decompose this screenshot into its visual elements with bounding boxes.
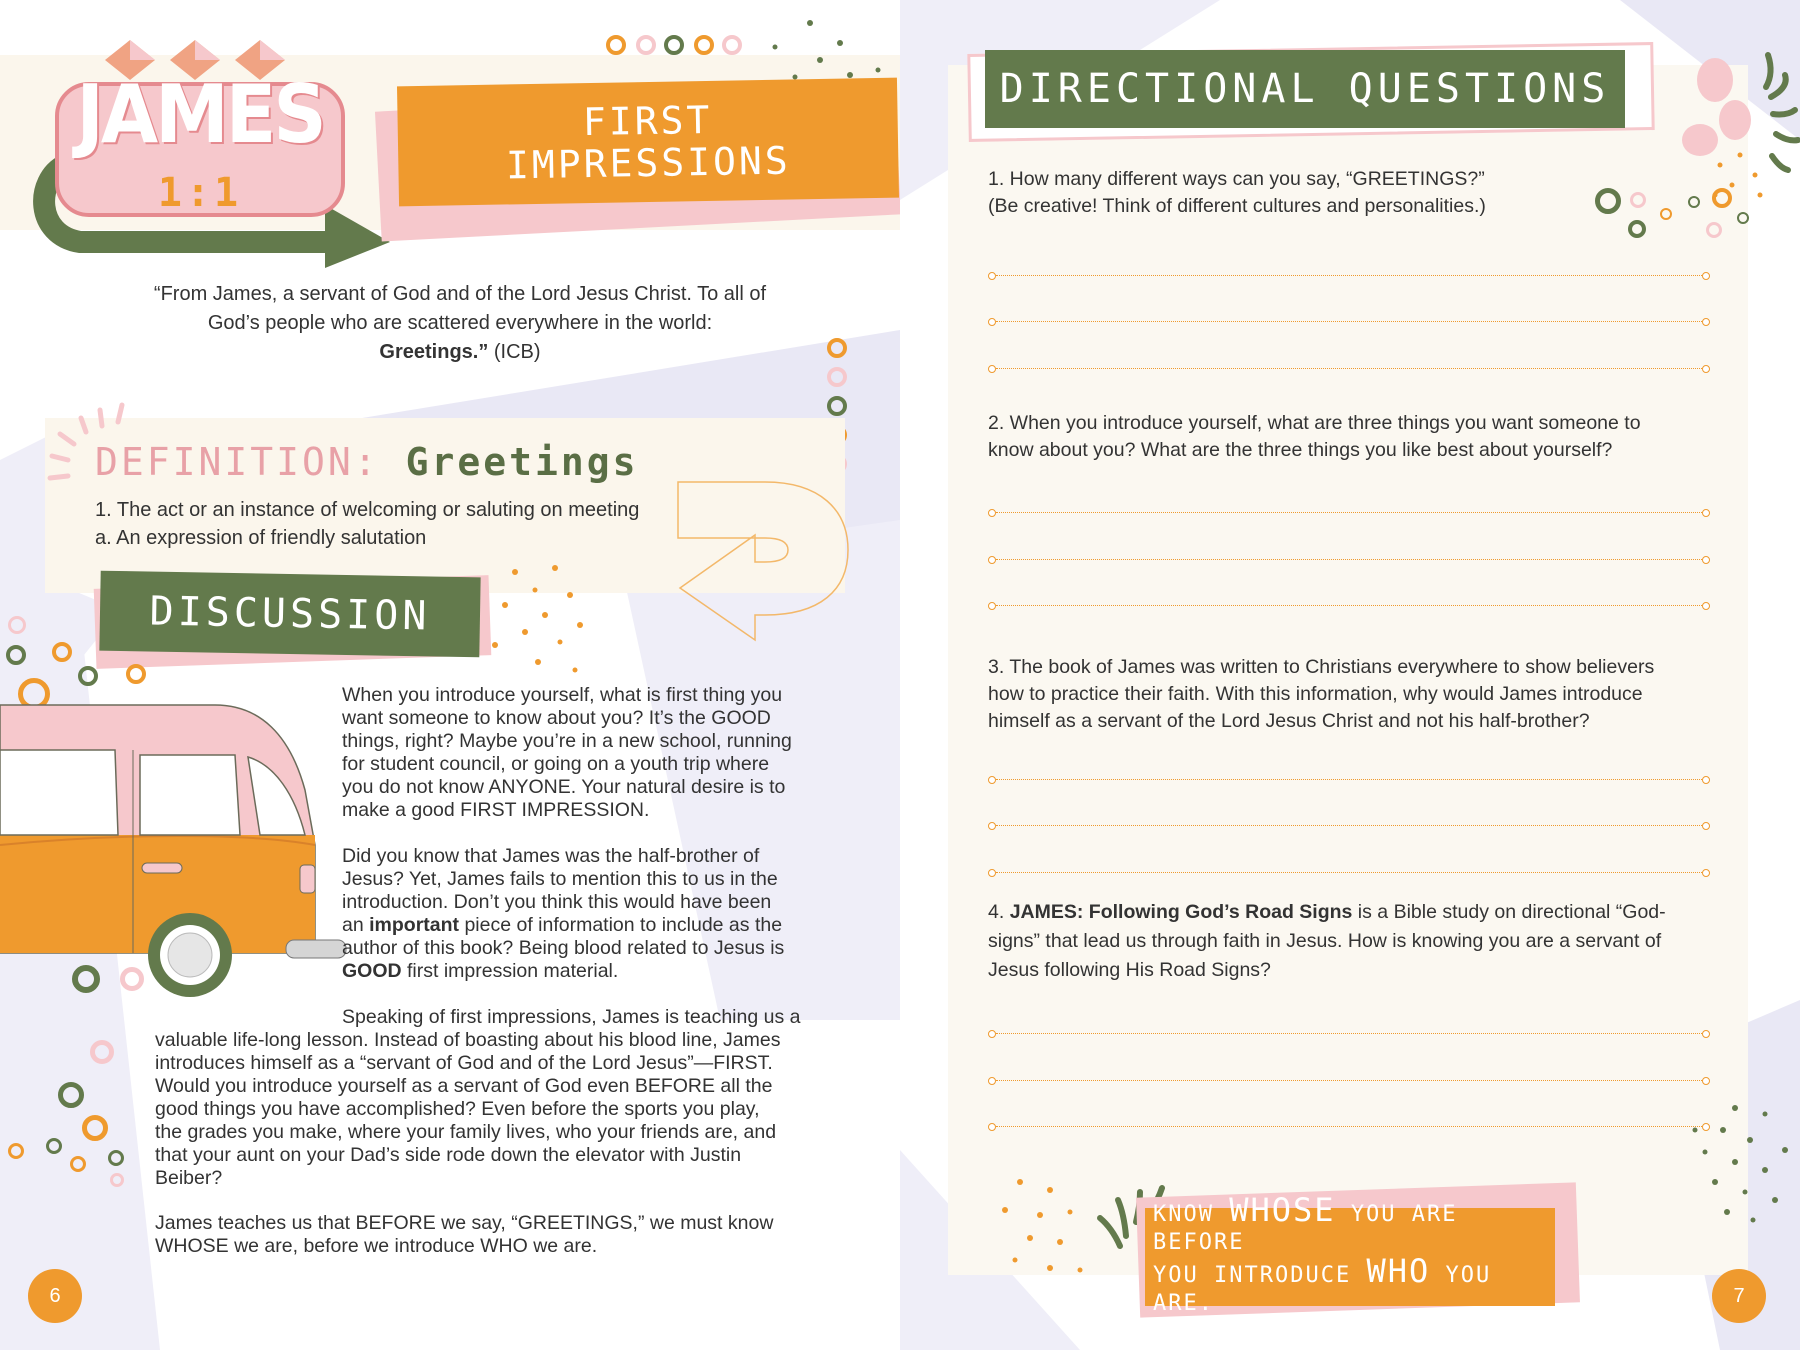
question-line: himself as a servant of the Lord Jesus Christ and not his half-brother? <box>988 710 1590 732</box>
paragraph-line: introduction. Don’t you think this would have been <box>342 891 772 913</box>
discussion-paragraph-4 <box>155 1212 855 1258</box>
verse-citation: (ICB) <box>488 341 541 363</box>
text-span: piece of information to include as the <box>459 914 783 936</box>
know-whose-callout <box>1145 1191 1555 1316</box>
question-line: Jesus following His Road Signs? <box>988 959 1271 981</box>
answer-line[interactable] <box>996 825 1702 826</box>
ring-decoration-icon <box>90 1040 114 1064</box>
definition-line-1: 1. The act or an instance of welcoming or saluting on meeting <box>95 499 640 521</box>
ring-decoration-icon <box>70 1156 86 1172</box>
definition-line-2: a. An expression of friendly salutation <box>95 527 427 549</box>
definition-text <box>95 496 639 552</box>
discussion-paragraph-1 <box>342 684 842 822</box>
ring-decoration-icon <box>1628 220 1646 238</box>
paragraph-line: make a good FIRST IMPRESSION. <box>342 799 650 821</box>
discussion-paragraph-3 <box>155 1006 855 1190</box>
paragraph-line: author of this book? Being blood related to Jesus is <box>342 937 785 959</box>
ring-decoration-icon <box>1712 188 1732 208</box>
question-line: know about you? What are the three things you like best about yourself? <box>988 439 1613 461</box>
emphasis-important: important <box>369 914 460 936</box>
van-illustration <box>0 695 350 1005</box>
callout-line-2 <box>1153 1252 1555 1318</box>
ring-decoration-icon <box>108 1150 124 1166</box>
paragraph-line: Beiber? <box>155 1167 223 1189</box>
answer-line[interactable] <box>996 368 1702 369</box>
ring-decoration-icon <box>72 965 100 993</box>
paragraph-line: the grades you make, where your family lives, who your friends are, and <box>155 1121 777 1143</box>
question-4 <box>988 898 1708 985</box>
callout-word: YOU ARE. <box>1153 1263 1492 1316</box>
ring-decoration-icon <box>827 396 847 416</box>
answer-line[interactable] <box>996 559 1702 560</box>
verse-line-1: “From James, a servant of God and of the Lord Jesus Christ. To all of <box>153 283 767 305</box>
question-1 <box>988 166 1708 220</box>
paragraph-line: you do not know ANYONE. Your natural desire is to <box>342 776 786 798</box>
ring-decoration-icon <box>827 338 847 358</box>
ring-decoration-icon <box>1706 222 1722 238</box>
callout-emphasis-whose: WHOSE <box>1229 1191 1336 1229</box>
answer-line[interactable] <box>996 605 1702 606</box>
question-line: (Be creative! Think of different cultures and personalities.) <box>988 195 1486 217</box>
paragraph-line: Jesus? Yet, James fails to mention this to us in the <box>342 868 778 890</box>
callout-emphasis-who: WHO <box>1366 1252 1431 1290</box>
ring-decoration-icon <box>827 367 847 387</box>
question-line: signs” that lead us through faith in Jesus. How is knowing you are a servant of <box>988 930 1662 952</box>
scripture-reference: 1:1 <box>157 170 243 216</box>
right-page <box>900 0 1800 1350</box>
paragraph-line: introduces himself as a “servant of God and of the Lord Jesus”—FIRST. <box>155 1052 773 1074</box>
dots-decoration-icon <box>480 560 600 680</box>
ring-decoration-icon <box>636 35 656 55</box>
paragraph-line: James teaches us that BEFORE we say, “GREETINGS,” we must know <box>155 1212 774 1234</box>
question-line: how to practice their faith. With this information, why would James introduce <box>988 683 1643 705</box>
paragraph-line: things, right? Maybe you’re in a new school, running <box>342 730 792 752</box>
ring-decoration-icon <box>694 35 714 55</box>
text-span: an <box>342 914 370 936</box>
definition-label: DEFINITION: <box>95 440 380 484</box>
definition-title <box>95 440 638 484</box>
ring-decoration-icon <box>78 666 98 686</box>
question-line <box>988 898 1708 927</box>
ring-decoration-icon <box>58 1082 84 1108</box>
ring-decoration-icon <box>606 35 626 55</box>
paragraph-line: that your aunt on your Dad’s side rode down the elevator with Justin <box>155 1144 742 1166</box>
ring-decoration-icon <box>722 35 742 55</box>
banner-line-2: IMPRESSIONS <box>505 138 792 188</box>
ring-decoration-icon <box>110 1173 124 1187</box>
verse-greetings: Greetings.” <box>379 341 489 363</box>
callout-word: YOU ARE BEFORE <box>1153 1202 1458 1255</box>
ring-decoration-icon <box>664 35 684 55</box>
question-line: 1. How many different ways can you say, “GREETINGS?” <box>988 168 1485 190</box>
paragraph-line <box>342 960 842 983</box>
answer-line[interactable] <box>996 779 1702 780</box>
callout-word: KNOW <box>1153 1202 1214 1227</box>
question-line: 2. When you introduce yourself, what are three things you want someone to <box>988 412 1641 434</box>
page-number-left: 6 <box>28 1269 82 1323</box>
ring-decoration-icon <box>126 664 146 684</box>
verse-line-2: God’s people who are scattered everywhere in the world: <box>207 312 713 334</box>
text-span: is a Bible study on directional “God- <box>1352 901 1666 923</box>
answer-line[interactable] <box>996 321 1702 322</box>
paragraph-line: Speaking of first impressions, James is teaching us a <box>342 1006 801 1028</box>
dots-decoration-icon <box>1635 1100 1795 1230</box>
discussion-heading: DISCUSSION <box>99 571 480 658</box>
paragraph-line: When you introduce yourself, what is first thing you <box>342 684 783 706</box>
emphasis-good: GOOD <box>342 960 402 982</box>
question-number: 4. <box>988 901 1010 923</box>
scripture-verse <box>120 280 800 367</box>
u-turn-arrow-icon <box>670 470 860 645</box>
callout-line-1 <box>1153 1191 1555 1257</box>
study-title: JAMES: Following God’s Road Signs <box>1009 901 1353 923</box>
ring-decoration-icon <box>8 616 26 634</box>
discussion-paragraph-2 <box>342 845 842 983</box>
ring-decoration-icon <box>1737 212 1749 224</box>
answer-line[interactable] <box>996 1126 1702 1127</box>
answer-line[interactable] <box>996 872 1702 873</box>
paragraph-line: want someone to know about you? It’s the GOOD <box>342 707 771 729</box>
paragraph-line: valuable life-long lesson. Instead of boasting about his blood line, James <box>155 1029 781 1051</box>
ring-decoration-icon <box>6 645 26 665</box>
ring-decoration-icon <box>46 1138 62 1154</box>
banner-line-1: FIRST <box>582 97 713 145</box>
paragraph-line: Would you introduce yourself as a servant of God even BEFORE all the <box>155 1075 773 1097</box>
ring-decoration-icon <box>52 642 72 662</box>
paragraph-line: Did you know that James was the half-brother of <box>342 845 760 867</box>
question-2 <box>988 410 1708 464</box>
question-3 <box>988 654 1708 735</box>
paragraph-line: WHOSE we are, before we introduce WHO we are. <box>155 1235 598 1257</box>
first-impressions-banner <box>397 78 899 207</box>
page-number-right: 7 <box>1712 1269 1766 1323</box>
answer-line[interactable] <box>996 275 1702 276</box>
paragraph-line: good things you have accomplished? Even before the sports you play, <box>155 1098 760 1120</box>
answer-line[interactable] <box>996 1033 1702 1034</box>
question-line: 3. The book of James was written to Christians everywhere to show believers <box>988 656 1655 678</box>
ring-decoration-icon <box>8 1143 24 1159</box>
callout-word: YOU INTRODUCE <box>1153 1263 1352 1288</box>
text-span: first impression material. <box>401 960 619 982</box>
book-title: JAMES <box>76 68 324 162</box>
ring-decoration-icon <box>82 1115 108 1141</box>
definition-word: Greetings <box>405 440 639 484</box>
answer-line[interactable] <box>996 1080 1702 1081</box>
paragraph-line: for student council, or going on a youth trip where <box>342 753 770 775</box>
directional-questions-heading: DIRECTIONAL QUESTIONS <box>985 50 1625 128</box>
paragraph-line <box>342 914 842 937</box>
answer-line[interactable] <box>996 512 1702 513</box>
ring-decoration-icon <box>120 967 144 991</box>
